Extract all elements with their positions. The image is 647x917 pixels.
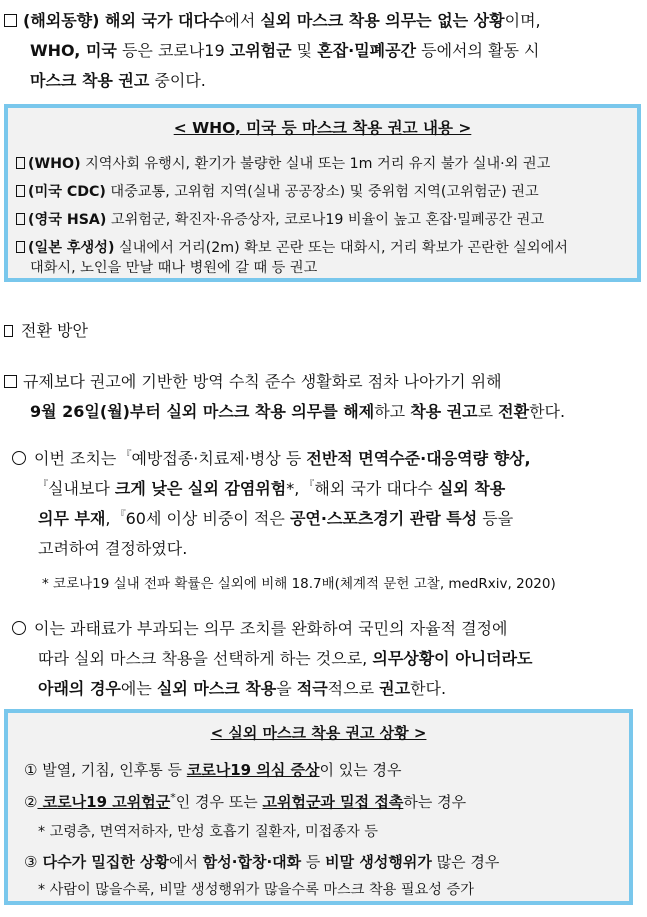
sub-text: 예방접종·치료제·병상 등 — [131, 449, 307, 468]
sub-text: 권고 — [379, 679, 411, 698]
case-text: 등 — [301, 853, 326, 871]
intro-line-1 — [4, 8, 541, 31]
sub1-line-3 — [38, 506, 513, 529]
quote-mark: 『 — [121, 450, 132, 461]
sub-text: 실외 마스크 착용 — [156, 679, 277, 698]
item-text: 고위험군, 확진자·유증상자, 코로나19 비율이 높고 혼잡·밀폐공간 권고 — [106, 212, 545, 228]
case-text: 코로나19 고위험군 — [37, 793, 171, 811]
case-number: ③ — [24, 853, 38, 871]
box-item — [16, 209, 544, 229]
org-label: (미국 CDC) — [28, 184, 106, 200]
sub-text: 실내보다 — [48, 479, 115, 498]
sub-text: 적극 — [296, 679, 328, 698]
sub-text: 에는 — [120, 679, 157, 698]
main-text: 해제 — [343, 402, 375, 421]
intro-text: WHO, 미국 — [30, 41, 117, 60]
sub2-line-1 — [12, 616, 507, 639]
intro-text: 혼잡·밀폐공간 — [317, 41, 417, 60]
main-text: 로 — [477, 402, 499, 421]
sub-text: 아래의 경우 — [38, 679, 121, 698]
case-note: * 고령층, 면역저하자, 만성 호흡기 질환자, 미접종자 등 — [38, 824, 379, 840]
case-number: ② — [24, 793, 38, 811]
sub-text: 공연·스포츠경기 관람 특성 — [289, 509, 478, 528]
quote-mark: 『 — [38, 480, 48, 491]
case-text: 비말 생성행위가 — [325, 853, 432, 871]
intro-text: 실외 마스크 착용 의무는 없는 상황 — [260, 11, 505, 30]
square-bullet-icon — [4, 375, 17, 388]
sub-text: 이는 과태료가 부과되는 의무 조치를 완화하여 국민의 자율적 결정에 — [34, 619, 508, 638]
case-text: 에서 — [169, 853, 203, 871]
intro-text: 중이다. — [149, 71, 206, 90]
org-label: (일본 후생성) — [28, 240, 115, 256]
intro-line-2 — [30, 38, 540, 61]
case-item — [24, 791, 466, 812]
org-label: (WHO) — [28, 156, 81, 172]
intro-text: 에서 — [224, 11, 261, 30]
square-bullet-icon — [16, 185, 25, 197]
box-item — [16, 237, 568, 257]
square-bullet-icon — [4, 325, 13, 337]
case-text: 다수가 밀집한 상황 — [37, 853, 170, 871]
item-text: 실내에서 거리(2m) 확보 곤란 또는 대화시, 거리 확보가 곤란한 실외에서 — [114, 240, 569, 256]
case-text: 고위험군과 밀접 접촉 — [262, 793, 404, 811]
sub1-line-4: 고려하여 결정하였다. — [38, 539, 188, 558]
sub1-footnote: * 코로나19 실내 전파 확률은 실외에 비해 18.7배(체계적 문헌 고찰, medRxiv, 2020) — [42, 576, 556, 592]
main-line-2 — [30, 399, 565, 422]
sub2-line-2 — [38, 646, 533, 669]
sub-text: *, — [286, 479, 305, 498]
intro-line-3 — [30, 68, 206, 91]
case-text: 이 있는 경우 — [319, 761, 402, 779]
case-text: 하는 경우 — [403, 793, 467, 811]
square-bullet-icon — [16, 213, 25, 225]
section-title — [4, 318, 88, 341]
sub-text: 크게 낮은 실외 감염위험 — [114, 479, 287, 498]
sub-text: , — [105, 509, 116, 528]
sub2-line-3 — [38, 676, 446, 699]
sub-text: 의무 부재 — [38, 509, 106, 528]
square-bullet-icon — [16, 157, 25, 169]
sub-text: 의무상황이 아니더라도 — [372, 649, 533, 668]
case-number: ① — [24, 761, 38, 779]
outdoor-mask-recommendation-box — [4, 709, 633, 905]
case-text: 인 경우 또는 — [175, 793, 263, 811]
sub1-line-2 — [38, 476, 505, 499]
sub1-line-1 — [12, 446, 531, 469]
main-text: 전환 — [498, 402, 530, 421]
sub-text: 적으로 — [327, 679, 380, 698]
org-label: (영국 HSA) — [28, 212, 107, 228]
item-text: 대중교통, 고위험 지역(실내 공공장소) 및 중위험 지역(고위험군) 권고 — [105, 184, 539, 200]
intro-text: 마스크 착용 권고 — [30, 71, 150, 90]
sub-text: 전반적 면역수준·대응역량 향상, — [306, 449, 531, 468]
quote-mark: 『 — [115, 510, 126, 521]
circle-bullet-icon — [12, 621, 26, 635]
main-text: 9월 26일(월)부터 실외 마스크 착용 의무를 — [30, 402, 344, 421]
intro-text: 및 — [291, 41, 318, 60]
case-note: * 사람이 많을수록, 비말 생성행위가 많을수록 마스크 착용 필요성 증가 — [38, 882, 474, 898]
square-bullet-icon — [4, 14, 17, 27]
case-text: 많은 경우 — [431, 853, 500, 871]
case-text: 코로나19 의심 증상 — [186, 761, 320, 779]
box-item — [16, 153, 550, 173]
sub-text: 한다. — [410, 679, 447, 698]
sub-text: 을 — [276, 679, 297, 698]
main-line-1 — [4, 369, 502, 392]
intro-text: 고위험군 — [229, 41, 292, 60]
circle-bullet-icon — [12, 451, 26, 465]
sub-text: 등을 — [477, 509, 514, 528]
intro-text: 등은 코로나19 — [116, 41, 230, 60]
intro-text: 이며, — [504, 11, 541, 30]
box-title: < WHO, 미국 등 마스크 착용 권고 내용 > — [173, 119, 472, 137]
item-text: 지역사회 유행시, 환기가 불량한 실내 또는 1m 거리 유지 불가 실내·외 권고 — [80, 156, 551, 172]
who-us-recommendation-box — [4, 104, 641, 282]
case-text: 발열, 기침, 인후통 등 — [37, 761, 187, 779]
sub-text: 60세 이상 비중이 적은 — [125, 509, 290, 528]
case-text: 함성·합창·대화 — [202, 853, 302, 871]
case-item — [24, 759, 402, 780]
box-item-continuation: 대화시, 노인을 만날 때나 병원에 갈 때 등 권고 — [30, 260, 318, 276]
main-text: 규제보다 권고에 기반한 방역 수칙 준수 생활화로 점차 나아가기 위해 — [23, 372, 502, 391]
intro-heading: (해외동향) 해외 국가 대다수 — [23, 11, 225, 30]
section-title-text: 전환 방안 — [21, 321, 88, 340]
main-text: 착용 권고 — [410, 402, 478, 421]
main-text: 한다. — [529, 402, 566, 421]
sub-text: 따라 실외 마스크 착용을 선택하게 하는 것으로, — [38, 649, 373, 668]
sub-text: 실외 착용 — [437, 479, 506, 498]
sub-text: 이번 조치는 — [34, 449, 122, 468]
box-title: < 실외 마스크 착용 권고 상황 > — [210, 724, 427, 742]
sub-text: 해외 국가 대다수 — [314, 479, 438, 498]
quote-mark: 『 — [304, 480, 315, 491]
asterisk: * — [170, 791, 176, 804]
intro-text: 등에서의 활동 시 — [416, 41, 540, 60]
main-text: 하고 — [374, 402, 411, 421]
box-item — [16, 181, 539, 201]
square-bullet-icon — [16, 241, 25, 253]
case-item — [24, 851, 499, 872]
